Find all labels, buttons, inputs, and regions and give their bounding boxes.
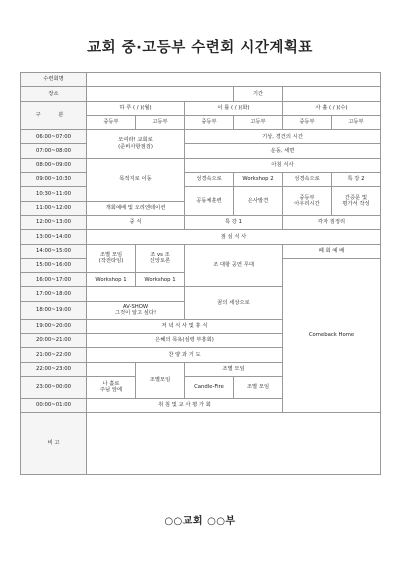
candle-fire-cell: Candle-Fire (185, 376, 234, 398)
dinner-rest-cell: 저 녁 식 사 및 휴 식 (87, 319, 283, 333)
comeback-home-cell: Comeback Home (283, 258, 381, 412)
team-competition-cell: 조 대항 공연 무대 (185, 244, 283, 287)
time-slot: 21:00~22:00 (21, 348, 87, 362)
team-vs-team-cell: 조 vs 조 신앙토론 (136, 244, 185, 273)
time-slot: 20:00~21:00 (21, 334, 87, 348)
time-slot: 17:00~18:00 (21, 287, 87, 301)
day2-high-header: 고등부 (234, 115, 283, 129)
time-slot: 14:00~15:00 (21, 244, 87, 258)
time-slot: 09:00~10:30 (21, 173, 87, 187)
time-slot: 11:00~12:00 (21, 201, 87, 215)
time-slot: 16:00~17:00 (21, 273, 87, 287)
special-talk-1-cell: 특 강 1 (185, 215, 283, 229)
time-slot: 13:00~14:00 (21, 230, 87, 244)
opening-orientation-cell: 개회예배 및 오리엔테이션 (87, 201, 185, 215)
workshop1-high-cell: Workshop 1 (136, 273, 185, 287)
remarks-field[interactable] (87, 413, 381, 475)
av-show-cell: AV-SHOW 그것이 알고 싶다! (87, 301, 185, 319)
day3-header: 사 흘 ( / )(수) (283, 101, 381, 115)
middle-tour-cell: 중등부 아우리시간 (283, 187, 332, 216)
me-alone-cell: 나 홀로 주님 앞에 (87, 376, 136, 398)
category-label: 구 분 (21, 101, 87, 130)
time-slot: 22:00~23:00 (21, 362, 87, 376)
time-slot: 12:00~13:00 (21, 215, 87, 229)
day1-middle-header: 중등부 (87, 115, 136, 129)
time-slot: 19:00~20:00 (21, 319, 87, 333)
day3-middle-header: 중등부 (283, 115, 332, 129)
lunch-all-cell: 점 심 식 사 (87, 230, 381, 244)
bible-quiz-1-cell: 성경속으로 (185, 173, 234, 187)
prayer-meditation-cell: 기상, 경건의 시간 (185, 130, 381, 144)
day2-middle-header: 중등부 (185, 115, 234, 129)
team-meeting-4-cell: 조별 모임 (234, 376, 283, 398)
page-title: 교회 중·고등부 수련회 시간계획표 (87, 40, 313, 56)
period-field[interactable] (283, 87, 381, 101)
time-slot: 07:00~08:00 (21, 144, 87, 158)
grace-worship-cell: 은혜의 목욕(심령 부흥회) (87, 334, 283, 348)
time-slot: 15:00~16:00 (21, 258, 87, 272)
day3-high-header: 고등부 (332, 115, 381, 129)
prayer-meeting-cell: 찬 양 과 기 도 (87, 348, 283, 362)
venue-field[interactable] (87, 87, 234, 101)
theme-field[interactable] (87, 73, 381, 87)
special-talk-2-cell: 특 강 2 (332, 173, 381, 187)
team-meeting-2-cell: 조별모임 (136, 362, 185, 398)
workshop-2-cell: Workshop 2 (234, 173, 283, 187)
time-slot: 00:00~01:00 (21, 398, 87, 412)
team-meeting-cell: 조별 모임 (작전타임) (87, 244, 136, 273)
footer-church-name: ○○교회 ○○부 (164, 516, 236, 527)
grace-talk-cell: 은사발견 (234, 187, 283, 216)
venue-label: 장소 (21, 87, 87, 101)
time-slot: 18:00~19:00 (21, 301, 87, 319)
team-meeting-cell: 조별 모임 (185, 362, 283, 376)
sleep-teacher-cell: 취 침 및 교 사 평 가 회 (87, 398, 283, 412)
day1-header: 하 루 ( / )(월) (87, 101, 185, 115)
cleanup-cell: 각자 짐정리 (283, 215, 381, 229)
workshop1-middle-cell: Workshop 1 (87, 273, 136, 287)
bible-quiz-2-cell: 성경속으로 (283, 173, 332, 187)
day2-header: 이 틀 ( / )(화) (185, 101, 283, 115)
empty-cell (87, 287, 185, 301)
empty-cell (87, 362, 136, 376)
closing-worship-cell: 폐 회 예 배 (283, 244, 381, 258)
theme-label: 수련회명 (21, 73, 87, 87)
move-to-site-cell: 목적지로 이동 (87, 158, 185, 201)
time-slot: 06:00~07:00 (21, 130, 87, 144)
time-slot: 10:30~11:00 (21, 187, 87, 201)
gratitude-essay-cell: 간증문 및 평가서 작성 (332, 187, 381, 216)
gather-church-cell: 모여라! 교회로 (준비사항점검) (87, 130, 185, 159)
breakfast-cell: 아침 식사 (185, 158, 381, 172)
schedule-table (20, 72, 381, 475)
remarks-label: 비 고 (21, 413, 87, 475)
world-vision-cell: 꿈의 세상으로 (185, 287, 283, 319)
group-exercise-cell: 공동체훈련 (185, 187, 234, 216)
wash-up-cell: 운동, 세면 (185, 144, 381, 158)
period-label: 기간 (234, 87, 283, 101)
time-slot: 23:00~00:00 (21, 376, 87, 398)
time-slot: 08:00~09:00 (21, 158, 87, 172)
day1-high-header: 고등부 (136, 115, 185, 129)
lunch1-cell: 중 식 (87, 215, 185, 229)
